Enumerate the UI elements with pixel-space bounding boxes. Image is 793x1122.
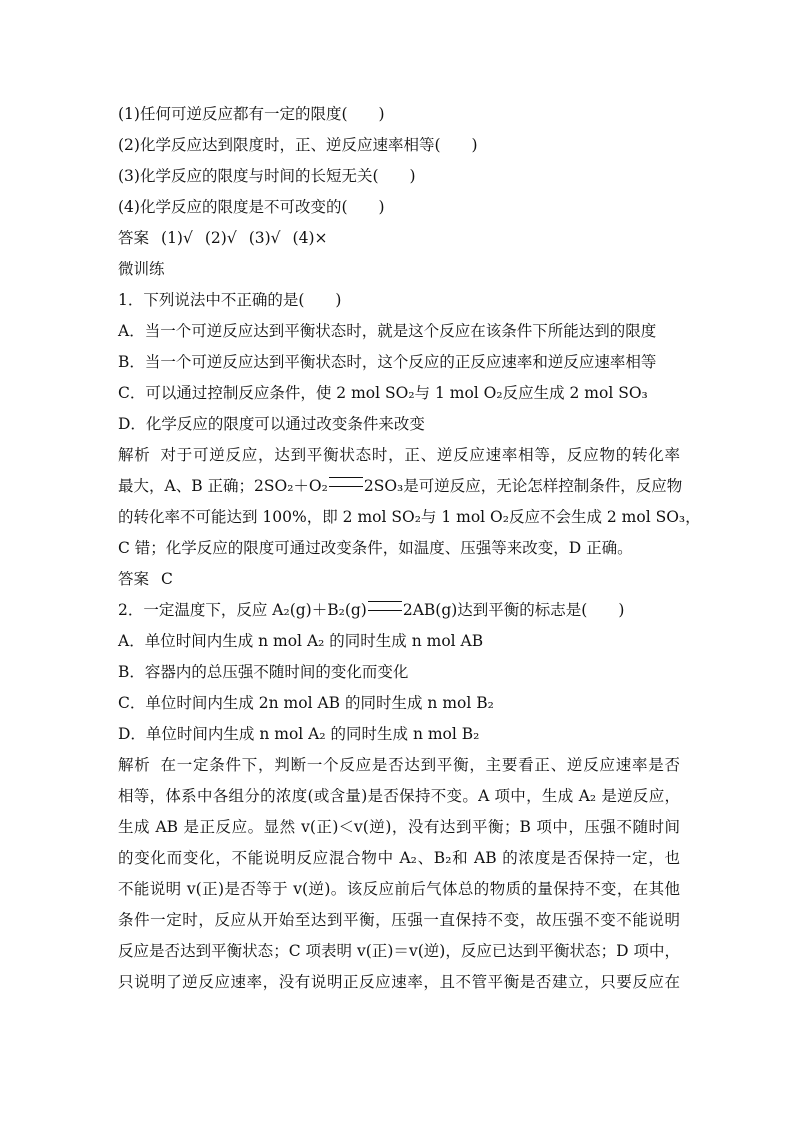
judge-item-4: (4)化学反应的限度是不可改变的( )	[118, 198, 385, 216]
q1-option-b: B．当一个可逆反应达到平衡状态时，这个反应的正反应速率和逆反应速率相等	[118, 353, 657, 371]
q2-option-b: B．容器内的总压强不随时间的变化而变化	[118, 663, 409, 681]
q2-explanation-line-1	[118, 750, 680, 781]
q2-stem-text-b: 2AB(g)达到平衡的标志是( )	[402, 601, 625, 619]
q1-option-a: A．当一个可逆反应达到平衡状态时，就是这个反应在该条件下所能达到的限度	[118, 322, 657, 340]
q2-stem	[118, 595, 680, 626]
q2-explanation-line-8: 只说明了逆反应速率，没有说明正反应速率，且不管平衡是否建立，只要反应在	[118, 973, 680, 991]
q2-option-d: D．单位时间内生成 n mol A₂ 的同时生成 n mol B₂	[118, 725, 480, 743]
judge-item-1: (1)任何可逆反应都有一定的限度( )	[118, 105, 385, 123]
q2-explanation-line-2: 相等，体系中各组分的浓度(或含量)是否保持不变。A 项中，生成 A₂ 是逆反应，	[118, 787, 680, 805]
answer-label: 答案	[118, 229, 150, 247]
reversible-arrow-icon	[329, 477, 363, 487]
q1-explanation-text-2a: 最大，A、B 正确；2SO₂＋O₂	[118, 477, 328, 495]
judge-answer-3: (3)√	[248, 229, 281, 247]
judge-answer-2: (2)√	[204, 229, 237, 247]
q2-explanation-line-6: 条件一定时，反应从开始至达到平衡，压强一直保持不变，故压强不变不能说明	[118, 911, 680, 929]
q2-explanation-line-3: 生成 AB 是正反应。显然 v(正)＜v(逆)，没有达到平衡；B 项中，压强不随时间	[118, 818, 680, 836]
q1-explanation-text-1: 对于可逆反应，达到平衡状态时，正、逆反应速率相等，反应物的转化率	[160, 446, 680, 464]
answer-label: 答案	[118, 570, 150, 588]
q1-explanation-line-2	[118, 471, 683, 502]
q1-option-d: D．化学反应的限度可以通过改变条件来改变	[118, 415, 425, 433]
explanation-label: 解析	[118, 446, 151, 464]
q1-option-c: C．可以通过控制反应条件，使 2 mol SO₂与 1 mol O₂反应生成 2 mol SO₃	[118, 384, 648, 402]
page-content	[118, 99, 701, 998]
judge-answer-4: (4)×	[292, 229, 328, 247]
q2-explanation-line-5: 不能说明 v(正)是否等于 v(逆)。该反应前后气体总的物质的量保持不变，在其他	[118, 880, 680, 898]
q2-explanation-line-4: 的变化而变化，不能说明反应混合物中 A₂、B₂和 AB 的浓度是否保持一定，也	[118, 849, 680, 867]
q1-explanation-line-4: C 错；化学反应的限度可通过改变条件，如温度、压强等来改变，D 正确。	[118, 539, 633, 557]
q1-explanation-line-3: 的转化率不可能达到 100%，即 2 mol SO₂与 1 mol O₂反应不会生成 2 mol SO₃，	[118, 508, 701, 526]
q1-answer: C	[161, 570, 173, 588]
q1-explanation-line-1	[118, 440, 680, 471]
judge-answer-1: (1)√	[161, 229, 193, 247]
q1-stem: 1．下列说法中不正确的是( )	[118, 291, 342, 309]
reversible-arrow-icon	[368, 601, 402, 611]
q2-option-a: A．单位时间内生成 n mol A₂ 的同时生成 n mol AB	[118, 632, 484, 650]
q2-stem-text-a: 2．一定温度下，反应 A₂(g)＋B₂(g)	[118, 601, 367, 619]
q1-explanation-text-2b: 2SO₃是可逆反应，无论怎样控制条件，反应物	[363, 477, 683, 495]
q2-option-c: C．单位时间内生成 2n mol AB 的同时生成 n mol B₂	[118, 694, 494, 712]
judge-item-3: (3)化学反应的限度与时间的长短无关( )	[118, 167, 416, 185]
q2-explanation-line-7: 反应是否达到平衡状态；C 项表明 v(正)＝v(逆)，反应已达到平衡状态；D 项中，	[118, 942, 680, 960]
judge-answer-line	[118, 223, 680, 254]
explanation-label: 解析	[118, 756, 151, 774]
judge-item-2: (2)化学反应达到限度时，正、逆反应速率相等( )	[118, 136, 478, 154]
q2-explanation-text-1: 在一定条件下，判断一个反应是否达到平衡，主要看正、逆反应速率是否	[160, 756, 680, 774]
q1-answer-line	[118, 564, 680, 595]
section-title: 微训练	[118, 260, 165, 278]
